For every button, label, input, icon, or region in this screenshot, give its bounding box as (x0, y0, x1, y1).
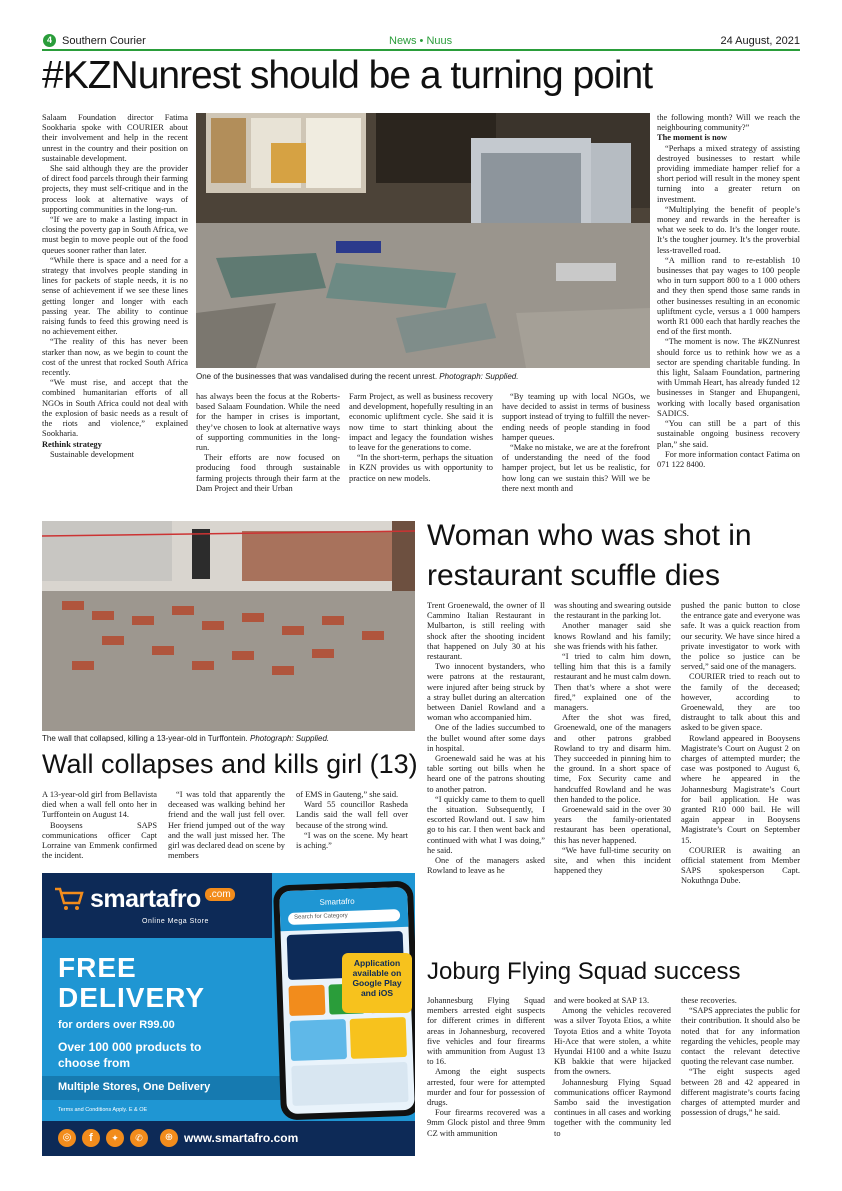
paragraph: “I was told that apparently the deceased was walking behind her friend and the wall just fell over. Her friend jumped out of the way and the wall just missed her. The girl was declared dead on scene by members (168, 790, 285, 861)
cart-icon (54, 887, 84, 911)
paragraph: pushed the panic button to close the entrance gate and everyone was safe. It was a quick reaction from our security. We have since hired a private investigator to work with the police so justice can be served,” said one of the managers. (681, 601, 800, 672)
wall-column-1 (42, 790, 157, 861)
vandalised-shop-illustration (196, 113, 650, 368)
paragraph: Farm Project, as well as business recovery and development, hopefully resulting in an economic upliftment cycle. She said it is now time to start thinking about the impact and legacy the foundation wishes to leave for the generations to come. (349, 392, 493, 453)
restaurant-column-1 (427, 601, 545, 876)
paragraph: “The moment is now. The #KZNunrest should force us to rethink how we as a sector are spending charitable funding. In this light, Salaam Foundation, partnering with Ummah Heart, has already funded 12 businesses in Stanger and Ehupangeni, working with locally based organisation SADICS. (657, 337, 800, 418)
paragraph: “Perhaps a mixed strategy of assisting destroyed businesses to restart while providing immediate hamper relief for a short period will result in the money spent turning into a greater return on investment. (657, 143, 800, 204)
wall-column-2 (168, 790, 285, 861)
paragraph: “Make no mistake, we are at the forefront of understanding the need of the food hamper project, but let us be realistic, for how long can we sustain this? Will we be there next month and (502, 443, 650, 493)
lead-column-4 (502, 392, 650, 494)
paragraph: the following month? Will we reach the neighbouring community?” (657, 113, 800, 133)
restaurant-column-3 (681, 601, 800, 887)
lead-photo-caption (196, 372, 650, 381)
whatsapp-icon[interactable]: ✆ (130, 1129, 148, 1147)
paragraph: One of the managers asked Rowland to leave as he (427, 856, 545, 876)
squad-column-3 (681, 996, 800, 1118)
paragraph: “In the short-term, perhaps the situation in KZN provides us with opportunity to practice on new models. (349, 453, 493, 483)
squad-column-1 (427, 996, 545, 1139)
paragraph: “I quickly came to them to quell the situation. Subsequently, I escorted Rowland out. I saw him go to his car. I then went back and continued with what I was doing,” he said. (427, 794, 545, 855)
page-number: 4 (46, 35, 52, 45)
paragraph: For more information contact Fatima on 071 122 8400. (657, 449, 800, 469)
app-line1: Application (353, 958, 401, 968)
paragraph: these recoveries. (681, 996, 737, 1005)
phone-tile (290, 1019, 347, 1061)
globe-icon: ⊕ (160, 1129, 178, 1147)
restaurant-headline-line2: restaurant scuffle dies (427, 559, 720, 592)
paragraph: “The eight suspects aged between 28 and 42 appeared in different magistrate’s courts facing charges of attempted murder and possession of drugs,” he said. (681, 1067, 800, 1118)
publication-name: Southern Courier (62, 35, 146, 47)
paragraph: COURIER is awaiting an official statement from Member SAPS spokesperson Capt. Nokuthnga Dube. (681, 845, 800, 886)
subheading: Rethink strategy (42, 439, 102, 449)
phone-search-text: Search for Category (293, 912, 348, 921)
paragraph: Among the eight suspects arrested, four were for attempted murder and four for possession of drugs. (427, 1067, 545, 1108)
wall-column-3 (296, 790, 408, 851)
paragraph: Another manager said she knows Rowland and his family; she was friends with his father. (554, 621, 671, 651)
wall-caption-credit: Photograph: Supplied. (249, 734, 330, 743)
squad-column-2 (554, 996, 671, 1139)
paragraph: Trent Groenewald, the owner of Il Cammino Italian Restaurant in Mulbarton, is still reeling with shock after the shooting incident that happened on July 30 at his restaurant. (427, 601, 545, 662)
lead-column-1 (42, 113, 188, 460)
vandalised-business-photo (196, 113, 650, 368)
paragraph: A 13-year-old girl from Bellavista died when a wall fell onto her in Turffontein on August 14. (42, 790, 157, 820)
collapsed-wall-illustration (42, 521, 415, 731)
paragraph: “You can still be a part of this sustainable ongoing business recovery plan,” she said. (657, 419, 800, 449)
twitter-icon[interactable]: ✦ (106, 1129, 124, 1147)
lead-column-2 (196, 392, 340, 494)
ad-brand-suffix: .com (205, 888, 235, 901)
section-label: News • Nuus (389, 35, 453, 47)
paragraph: has always been the focus at the Roberts-based Salaam Foundation. While the need for the hamper in crises is important, they’ve chosen to look at alternative ways of supporting communities in the long-run. (196, 392, 340, 453)
ad-stores: Multiple Stores, One Delivery (58, 1081, 211, 1093)
ad-products-line1: Over 100 000 products to (58, 1040, 202, 1054)
paragraph: “A million rand to re-establish 10 businesses that pay wages to 100 people who in turn support 800 to a 1 000 others and they then spend those same rands in other businesses resulting in an economic upliftment cycle, versus a 1 000 hampers worth R1 000 each that hardly reaches the end of the first month. (657, 255, 800, 337)
restaurant-headline-line1: Woman who was shot in (427, 519, 752, 552)
ad-terms: Terms and Conditions Apply. E & OE (58, 1107, 148, 1113)
paragraph: After the shot was fired, Groenewald, one of the managers and other patrons grabbed Rowland to try and disarm him. They succeeded in pinning him to the ground. In a short space of time, Fox Security came and handcuffed Rowland and he was then handed to the police. (554, 713, 671, 804)
lead-column-3 (349, 392, 493, 484)
phone-app-title: Smartafro (319, 896, 355, 907)
restaurant-column-2 (554, 601, 671, 876)
ad-logo-panel (42, 873, 272, 938)
app-availability-badge[interactable] (342, 953, 412, 1013)
page-number-badge (43, 34, 56, 47)
paragraph: One of the ladies succumbed to the bullet wound after some days in hospital. (427, 723, 545, 753)
lead-caption-credit: Photograph: Supplied. (439, 372, 519, 381)
paragraph: Rowland appeared in Booysens Magistrate’s Court on August 2 on charges of attempted murder; the case was postponed to August 6, where he appeared in the Johannesburg Magistrate’s Court for bail application. He was granted R10 000 bail. He will again appear in Booysens Magistrate’s Court on September 15. (681, 733, 800, 845)
paragraph: Among the vehicles recovered was a silver Toyota Etios, a white Toyota Etios and a white Toyota Hi-Ace that were stolen, a white Hyundai H100 and a white Isuzu KB bakkie that were hijacked from the owners. (554, 1006, 671, 1077)
lead-column-5 (657, 113, 800, 470)
paragraph: Salaam Foundation director Fatima Sookharia spoke with COURIER about their involvement and help in the recent unrest in the country and their position on sustainable development. (42, 113, 188, 163)
paragraph: Two innocent bystanders, who were patrons at the restaurant, were injured after being struck by a stray bullet during an altercation between Daniel Rowland and a woman who accompanied him. (427, 662, 545, 723)
header-rule (42, 49, 800, 51)
paragraph: “By teaming up with local NGOs, we have decided to assist in terms of business support instead of trying to fulfill the never-ending needs of people standing in food hamper queues. (502, 392, 650, 442)
paragraph: “SAPS appreciates the public for their contribution. It should also be noted that for any information regarding the vehicles, people may contact the relevant detective quoting the relevant case number. (681, 1006, 800, 1067)
paragraph: COURIER tried to reach out to the family of the deceased; however, according to Groenewald, they are too distraught to talk about this and asked to be given space. (681, 672, 800, 733)
phone-tile (350, 1017, 407, 1059)
paragraph: Johannesburg Flying Squad communications officer Raymond Sambo said the investigation continues in all cases and working together with the community led to (554, 1077, 671, 1138)
paragraph: of EMS in Gauteng,” she said. (296, 790, 399, 799)
ad-brand: smartafro (90, 885, 201, 913)
paragraph: “I tried to calm him down, telling him that this is a family restaurant and he must calm down. Then that’s where a shot were fired,” explained one of the managers. (554, 652, 671, 713)
phone-tile (291, 1062, 408, 1106)
app-line3: Google Play (352, 978, 402, 988)
ad-products-line2: choose from (58, 1056, 131, 1070)
paragraph: Groenewald said he was at his table sorting out bills when he heard one of the patrons shouting to another patron. (427, 754, 545, 794)
collapsed-wall-photo (42, 521, 415, 731)
facebook-icon[interactable]: f (82, 1129, 100, 1147)
paragraph: She said although they are the provider of direct food parcels through their farming projects, they must self-critique and in the process look at alternative ways of supporting communities in the long-run. (42, 164, 188, 214)
squad-headline: Joburg Flying Squad success (427, 958, 741, 985)
paragraph: and were booked at SAP 13. (554, 996, 650, 1005)
issue-date: 24 August, 2021 (720, 35, 800, 47)
paragraph: “If we are to make a lasting impact in closing the poverty gap in South Africa, we must begin to move people out of the food queues sooner rather than later. (42, 215, 188, 255)
paragraph: “I was on the scene. My heart is aching.” (296, 830, 408, 851)
app-line4: and iOS (360, 988, 394, 998)
subheading: The moment is now (657, 133, 728, 143)
paragraph: “We must rise, and accept that the combined humanitarian efforts of all NGOs in South Africa could not deal with the explosion of basic needs as a result of the riots and violence,” explained Sookharia. (42, 378, 188, 439)
paragraph: Groenewald said in the over 30 years the family-orientated restaurant has been operational, this has never happened. (554, 805, 671, 845)
ad-tagline: Online Mega Store (142, 918, 209, 925)
ad-delivery: DELIVERY (58, 982, 205, 1013)
paragraph: Four firearms recovered was a 9mm Glock pistol and three 9mm CZ with ammunition (427, 1108, 545, 1138)
paragraph: Sustainable development (50, 449, 134, 459)
paragraph: “Multiplying the benefit of people’s money and rewards in the hereafter is what we seek to do. It’s the longer route. It’s the tougher journey. It’s the proverbial less-travelled road. (657, 204, 800, 255)
ad-free: FREE (58, 952, 137, 983)
paragraph: Johannesburg Flying Squad members arrested eight suspects for different crimes in different areas in Johannesburg, recovered five vehicles and four firearms with ammunition from August 13 to 16. (427, 996, 545, 1067)
phone-tile (288, 985, 325, 1016)
app-line2: available on (352, 968, 402, 978)
paragraph: Their efforts are now focused on producing food through sustainable farming projects through their farm at the Dam Project and their Urban (196, 453, 340, 493)
ad-orders-over: for orders over R99.00 (58, 1019, 175, 1031)
paragraph: was shouting and swearing outside the restaurant in the parking lot. (554, 601, 671, 621)
lead-caption-text: One of the businesses that was vandalised during the recent unrest. (196, 372, 438, 381)
wall-photo-caption (42, 734, 415, 743)
paragraph: “We have full-time security on site, and when this incident happened they (554, 845, 671, 876)
paragraph: Booysens SAPS communications officer Capt Lorraine van Emmenk confirmed the incident. (42, 820, 157, 861)
paragraph: “While there is space and a need for a strategy that involves people standing in lines for packets of staple needs, it is no sense of achievement if we see these lines getting longer and longer with each passing year. The ability to continue raising funds to feed this growing need is no achievement either. (42, 255, 188, 337)
wall-caption-text: The wall that collapsed, killing a 13-year-old in Turffontein. (42, 734, 248, 743)
smartafro-advert[interactable] (42, 873, 415, 1156)
ad-website[interactable]: www.smartafro.com (184, 1131, 299, 1145)
paragraph: Ward 55 councillor Rasheda Landis said the wall fell over because of the strong wind. (296, 800, 408, 830)
lead-headline: #KZNunrest should be a turning point (42, 54, 653, 97)
instagram-icon[interactable]: ◎ (58, 1129, 76, 1147)
wall-headline: Wall collapses and kills girl (13) (42, 749, 418, 779)
paragraph: “The reality of this has never been starker than now, as we begin to count the cost of the unrest that rocked South Africa recently. (42, 337, 188, 378)
